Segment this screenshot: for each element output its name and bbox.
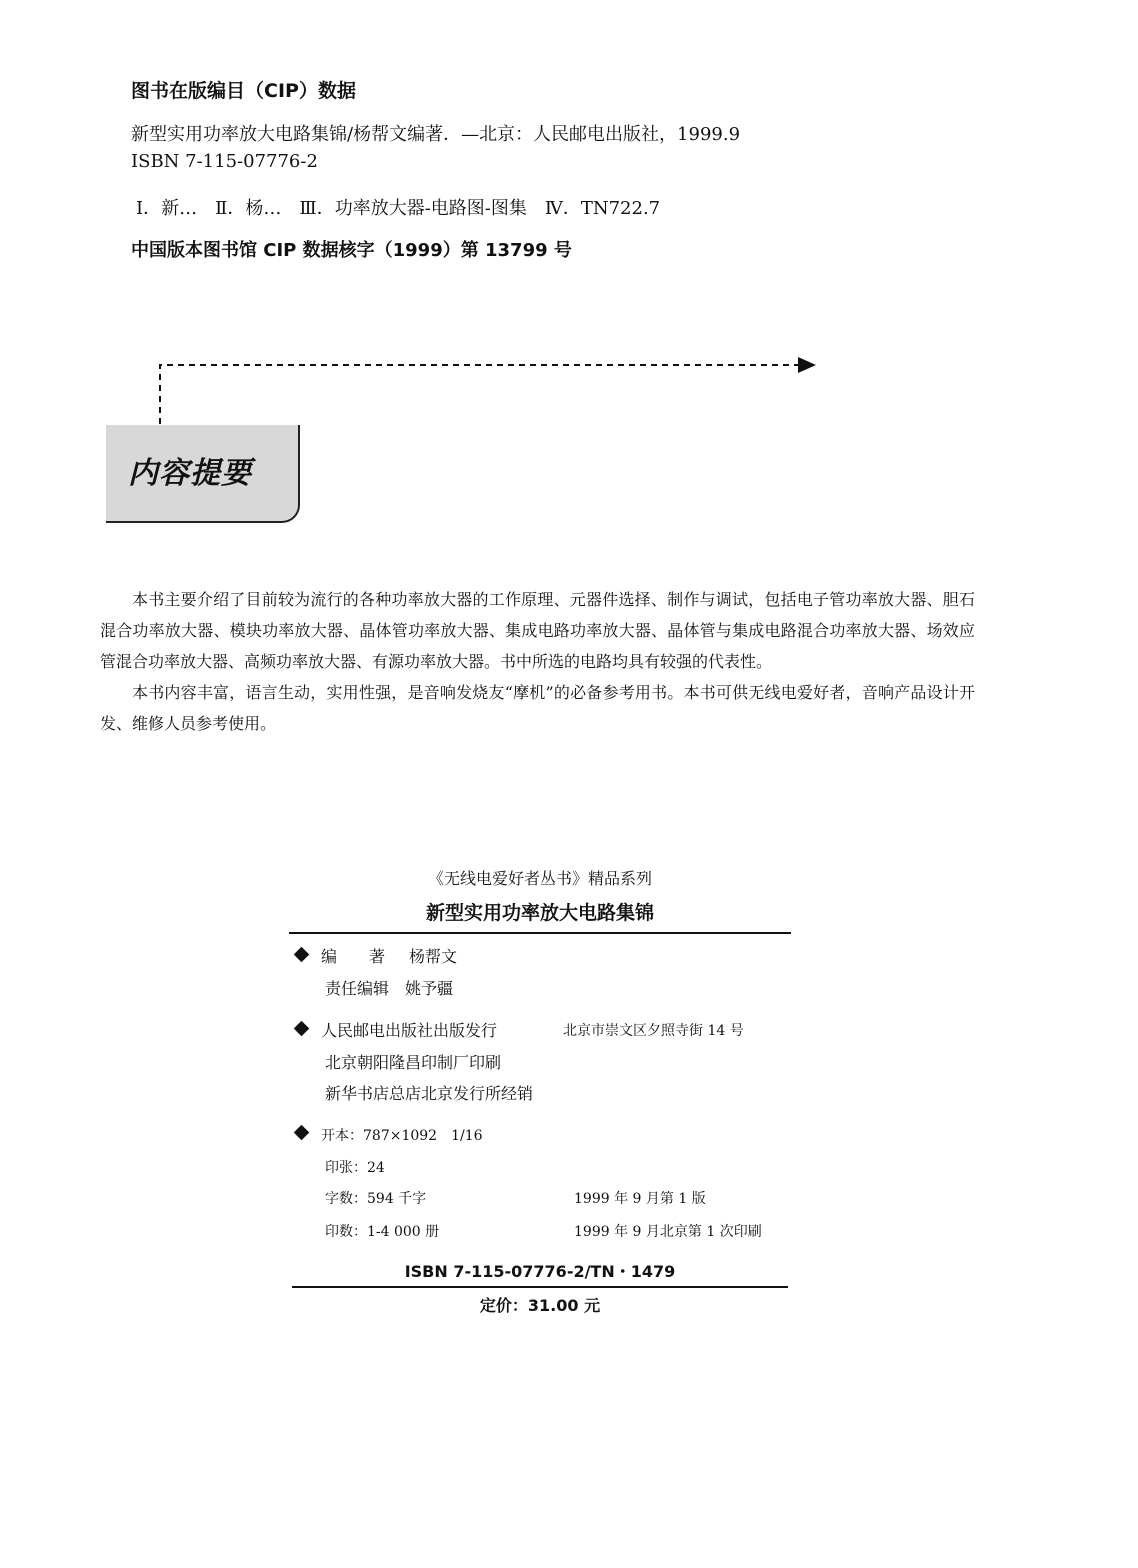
cip-line-classification: Ⅰ．新… Ⅱ．杨… Ⅲ．功率放大器-电路图-图集 Ⅳ．TN722.7 bbox=[136, 198, 661, 219]
publisher-address: 北京市崇文区夕照寺街 14 号 bbox=[563, 1023, 744, 1039]
edition: 1999 年 9 月第 1 版 bbox=[574, 1191, 706, 1207]
imprint-bottom-rule bbox=[292, 1286, 788, 1288]
cip-line-record: 中国版本图书馆 CIP 数据核字（1999）第 13799 号 bbox=[131, 240, 572, 261]
word-count: 字数：594 千字 bbox=[325, 1191, 427, 1207]
cip-heading: 图书在版编目（CIP）数据 bbox=[131, 80, 356, 102]
price: 定价：31.00 元 bbox=[479, 1296, 601, 1315]
author-name: 杨帮文 bbox=[409, 947, 458, 966]
cip-line-title: 新型实用功率放大电路集锦/杨帮文编著．—北京：人民邮电出版社，1999.9 bbox=[131, 124, 741, 145]
diamond-bullet-icon bbox=[294, 1125, 310, 1141]
abstract-paragraph-1: 本书主要介绍了目前较为流行的各种功率放大器的工作原理、元器件选择、制作与调试，包括电子管功率放大器、胆石混合功率放大器、模块功率放大器、晶体管功率放大器、集成电路功率放大器、晶体管与集成电路混合功率放大器、场效应管混合功率放大器、高频功率放大器、有源功率放大器。书中所选的电路均具有较强的代表性。 bbox=[100, 590, 975, 671]
abstract-text bbox=[100, 584, 975, 739]
format: 开本：787×1092 1/16 bbox=[321, 1128, 483, 1144]
format-row bbox=[296, 1125, 483, 1145]
editor-row bbox=[325, 976, 453, 999]
imprint-title: 新型实用功率放大电路集锦 bbox=[425, 902, 654, 924]
editor-label: 责任编辑 bbox=[325, 979, 390, 998]
distributor: 新华书店总店北京发行所经销 bbox=[325, 1084, 534, 1103]
author-label: 编 著 bbox=[321, 947, 386, 966]
diamond-bullet-icon bbox=[294, 947, 310, 963]
publisher: 人民邮电出版社出版发行 bbox=[321, 1021, 498, 1040]
printer: 北京朝阳隆昌印制厂印刷 bbox=[325, 1053, 502, 1072]
sheets: 印张：24 bbox=[325, 1160, 385, 1176]
cip-line-isbn: ISBN 7-115-07776-2 bbox=[131, 151, 318, 172]
abstract-paragraph-2: 本书内容丰富，语言生动，实用性强，是音响发烧友“摩机”的必备参考用书。本书可供无线电爱好者，音响产品设计开发、维修人员参考使用。 bbox=[100, 683, 975, 733]
diamond-bullet-icon bbox=[294, 1021, 310, 1037]
print-run: 印数：1-4 000 册 bbox=[325, 1224, 440, 1240]
full-isbn: ISBN 7-115-07776-2/TN・1479 bbox=[404, 1262, 676, 1281]
abstract-badge-label: 内容提要 bbox=[128, 456, 252, 491]
editor-name: 姚予疆 bbox=[405, 979, 454, 998]
imprint-top-rule bbox=[289, 932, 791, 934]
author-row bbox=[296, 944, 457, 967]
printing: 1999 年 9 月北京第 1 次印刷 bbox=[574, 1224, 762, 1240]
publisher-row bbox=[296, 1018, 497, 1041]
series-name: 《无线电爱好者丛书》精品系列 bbox=[427, 869, 652, 888]
